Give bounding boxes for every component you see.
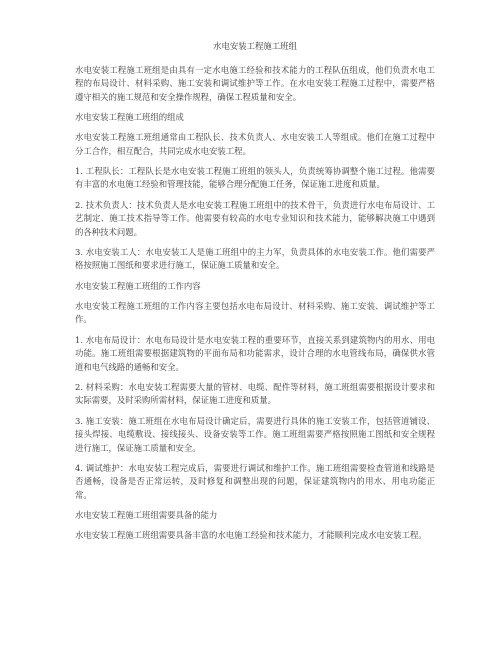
list-item-installers: 3. 水电安装工人：水电安装工人是施工班组中的主力军，负责具体的水电安装工作。他们需要严格按照施工图纸和要求进行施工，保证施工质量和安全。 [75,247,435,271]
section-heading-abilities: 水电安装工程施工班组需要具备的能力 [75,510,218,521]
section-heading-work-content: 水电安装工程施工班组的工作内容 [75,280,201,291]
document-title: 水电安装工程施工班组 [213,41,297,51]
work-content-paragraph: 水电安装工程施工班组的工作内容主要包括水电布局设计、材料采购、施工安装、调试维护等工作。 [75,300,435,325]
list-item-layout-design: 1. 水电布局设计：水电布局设计是水电安装工程的重要环节，直接关系到建筑物内的用水、用电功能。施工班组需要根据建筑物的平面布局和功能需求，设计合理的水电管线布局，确保供水管道和电气线路的通畅和安全。 [75,334,435,372]
composition-paragraph: 水电安装工程施工班组通常由工程队长、技术负责人、水电安装工人等组成。他们在施工过程中分工合作，相互配合，共同完成水电安装工程。 [75,132,435,156]
intro-paragraph: 水电安装工程施工班组是由具有一定水电施工经验和技术能力的工程队伍组成，他们负责水电工程的布局设计、材料采购、施工安装和调试维护等工作。在水电安装工程施工过程中，需要严格遵守相关的施工规范和安全操作规程，确保工程质量和安全。 [75,65,435,102]
document-page [75,40,435,550]
list-item-team-leader: 1. 工程队长：工程队长是水电安装工程施工班组的领头人，负责统筹协调整个施工过程。他需要有丰富的水电施工经验和管理技能，能够合理分配施工任务，保证施工进度和质量。 [75,166,435,190]
section-heading-composition: 水电安装工程施工班组的组成 [75,112,184,123]
list-item-material-procurement: 2. 材料采购：水电安装工程需要大量的管材、电缆、配件等材料，施工班组需要根据设计要求和实际需要，及时采购所需材料，保证施工进度和质量。 [75,381,435,406]
list-item-technical-lead: 2. 技术负责人：技术负责人是水电安装工程施工班组中的技术骨干，负责进行水电布局设计、工艺制定、施工技术指导等工作。他需要有较高的水电专业知识和技术能力，能够解决施工中遇到的各种技术问题。 [75,199,435,237]
list-item-installation: 3. 施工安装：施工班组在水电布局设计确定后，需要进行具体的施工安装工作，包括管道铺设、接头焊接、电缆敷设、接线接头、设备安装等工作。施工班组需要严格按照施工图纸和安全规程进行施工，保证施工质量和安全。 [75,415,435,453]
abilities-paragraph: 水电安装工程施工班组需要具备丰富的水电施工经验和技术能力，才能顺利完成水电安装工程。 [75,530,427,541]
list-item-debug-maintenance: 4. 调试维护：水电安装工程完成后，需要进行调试和维护工作。施工班组需要检查管道和线路是否通畅，设备是否正常运转，及时修复和调整出现的问题，保证建筑物内的用水、用电功能正常。 [75,462,435,500]
